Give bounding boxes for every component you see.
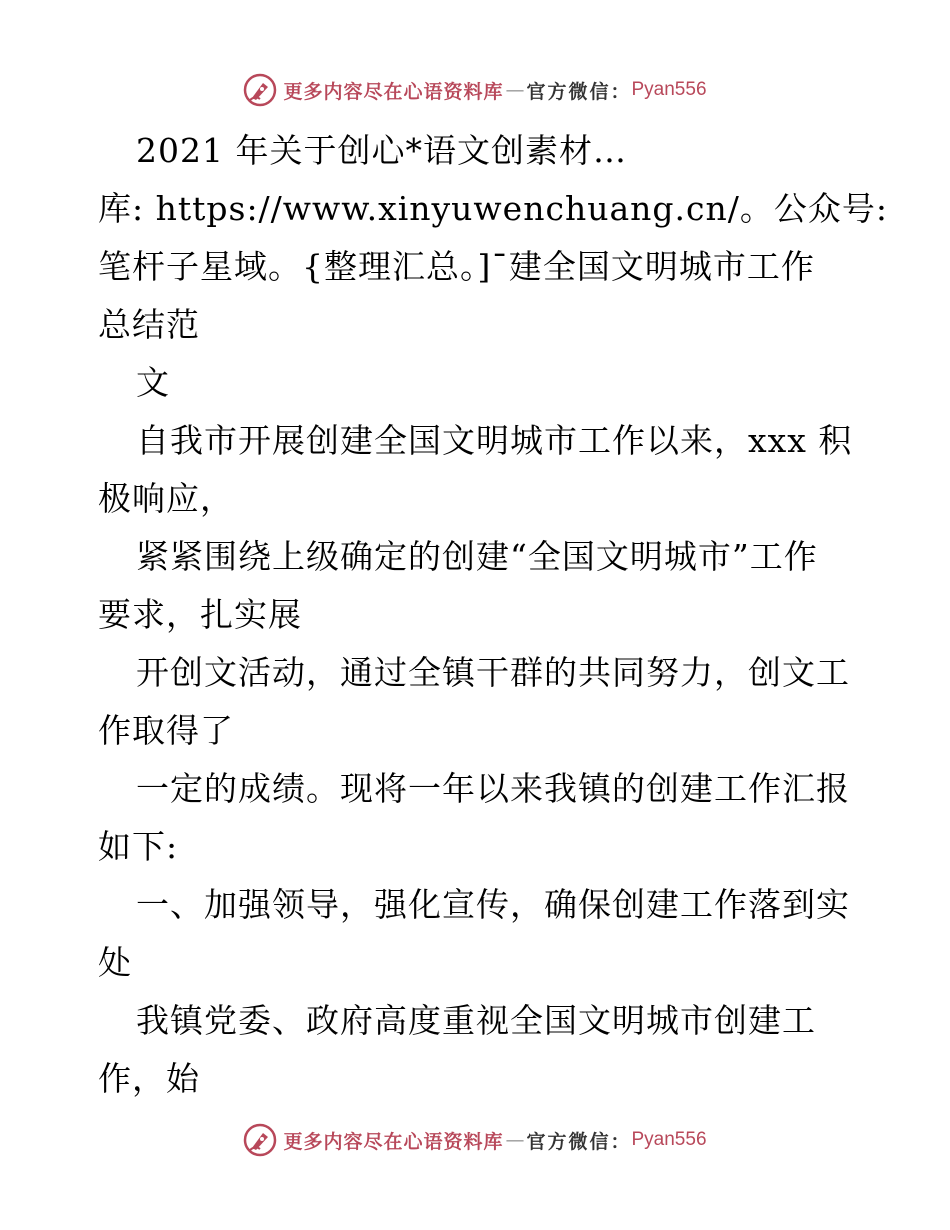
doc-line: 一、加强领导，强化宣传，确保创建工作落到实 xyxy=(136,885,850,924)
doc-line: 文 xyxy=(136,363,170,402)
doc-line: 总结范 xyxy=(98,305,200,344)
doc-line: 2021 年关于创心*语文创素材… xyxy=(136,131,627,170)
doc-line: 笔杆子星域。{整理汇总。]¯建全国文明城市工作 xyxy=(98,247,815,286)
doc-line: 作，始 xyxy=(98,1059,200,1098)
doc-line: 开创文活动，通过全镇干群的共同努力，创文工 xyxy=(136,653,850,692)
watermark-text: 更多内容尽在心语资料库 xyxy=(283,80,504,103)
watermark-separator: — xyxy=(505,79,525,101)
watermark-id: Pyan556 xyxy=(631,79,707,100)
watermark-sub: 官方微信： xyxy=(526,1130,632,1153)
watermark-footer xyxy=(0,1120,950,1160)
doc-line: 自我市开展创建全国文明城市工作以来，xxx 积 xyxy=(136,421,853,460)
doc-line: 我镇党委、政府高度重视全国文明城市创建工 xyxy=(136,1001,816,1040)
doc-line: 作取得了 xyxy=(98,711,234,750)
doc-line: 一定的成绩。现将一年以来我镇的创建工作汇报 xyxy=(136,769,850,808)
watermark-separator: — xyxy=(505,1129,525,1151)
watermark-sub: 官方微信： xyxy=(526,80,632,103)
doc-line: 要求，扎实展 xyxy=(98,595,302,634)
doc-line: 处 xyxy=(98,943,132,982)
doc-line: 库: https://www.xinyuwenchuang.cn/。公众号: xyxy=(98,189,888,228)
doc-line: 极响应， xyxy=(98,479,234,518)
doc-line: 如下: xyxy=(98,827,179,866)
doc-line: 紧紧围绕上级确定的创建“全国文明城市”工作 xyxy=(136,537,818,576)
document-body xyxy=(98,122,888,1108)
watermark-header xyxy=(0,70,950,110)
watermark-text: 更多内容尽在心语资料库 xyxy=(283,1130,504,1153)
watermark-id: Pyan556 xyxy=(631,1129,707,1150)
pen-nib-icon xyxy=(243,1123,277,1157)
pen-nib-icon xyxy=(243,73,277,107)
